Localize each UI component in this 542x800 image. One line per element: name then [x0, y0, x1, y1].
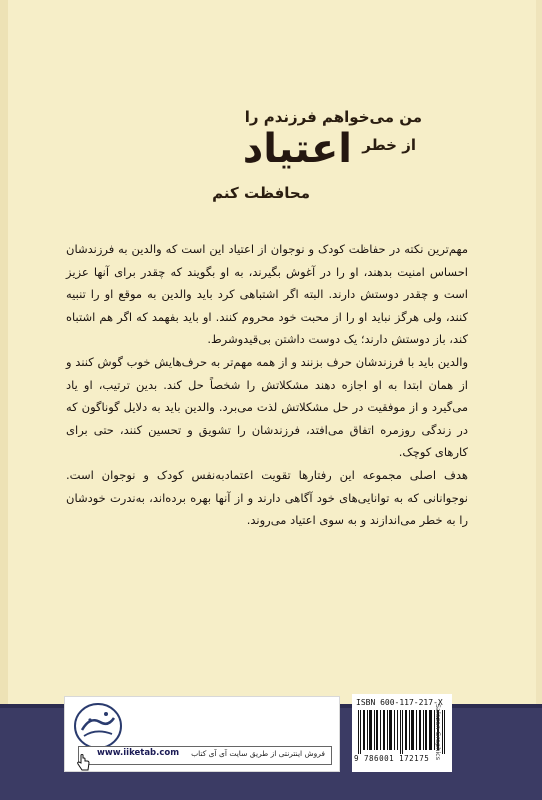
- online-sale-box: [78, 746, 332, 765]
- isbn-label: ISBN 600-117-217-X: [356, 698, 443, 707]
- online-sale-text: فروش اینترنتی از طریق سایت آی آی کتاب: [191, 749, 325, 758]
- barcode: [358, 710, 446, 754]
- title-main: اعتیاد: [242, 126, 352, 172]
- title-line-1: من می‌خواهم فرزندم را: [244, 108, 422, 126]
- side-label-text: Salazan Graphics: [434, 703, 443, 761]
- barcode-digits: 9 786001 172175: [354, 754, 430, 763]
- side-label: [434, 700, 450, 768]
- site-url-link[interactable]: www.iiketab.com: [97, 748, 180, 758]
- spine-edge: [0, 0, 8, 800]
- cover-edge: [536, 0, 542, 800]
- blurb-text: [66, 238, 468, 532]
- hand-cursor-icon: [76, 754, 90, 772]
- cover-title: [130, 108, 430, 218]
- title-line-3: محافظت کنم: [212, 184, 310, 202]
- blurb-paragraph: مهم‌ترین نکته در حفاظت کودک و نوجوان از اعتیاد این است که والدین به فرزندشان احساس امنیت بدهند، او را در آغوش بگیرند، به او بگویند که چقدر برای آنها عزیز است و چقدر دوستش دارند. البته اگر اشتباهی کرد باید والدین به موقع او را تنبیه کنند، ولی هرگز نباید او را از محبت خود محروم کنند. او باید بفهمد که اگر هم اشتباه کند، باز دوستش دارند؛ یک دوست داشتن بی‌قیدوشرط.: [66, 242, 468, 347]
- blurb-paragraph: هدف اصلی مجموعه این رفتارها تقویت اعتمادبه‌نفس کودک و نوجوان است. نوجوانانی که به توانایی‌های خود آگاهی دارند و از آنها بهره برده‌اند، به‌ندرت خودشان را به خطر می‌اندازند و به سوی اعتیاد می‌روند.: [66, 467, 468, 528]
- blurb-paragraph: والدین باید با فرزندشان حرف بزنند و از همه مهم‌تر به حرف‌هایش خوب گوش کنند و از همان ابتدا به او اجازه دهند مشکلاتش را شخصاً حل کند. بدین ترتیب، او یاد می‌گیرد و از موفقیت در حل مشکلاتش لذت می‌برد. والدین باید به دلایل گوناگون که در زندگی روزمره اتفاق می‌افتد، فرزندشان را تشویق و تحسین کنند، حتی برای کارهای کوچک.: [66, 354, 468, 460]
- publisher-logo: [72, 700, 124, 752]
- title-from: از خطر: [362, 136, 416, 154]
